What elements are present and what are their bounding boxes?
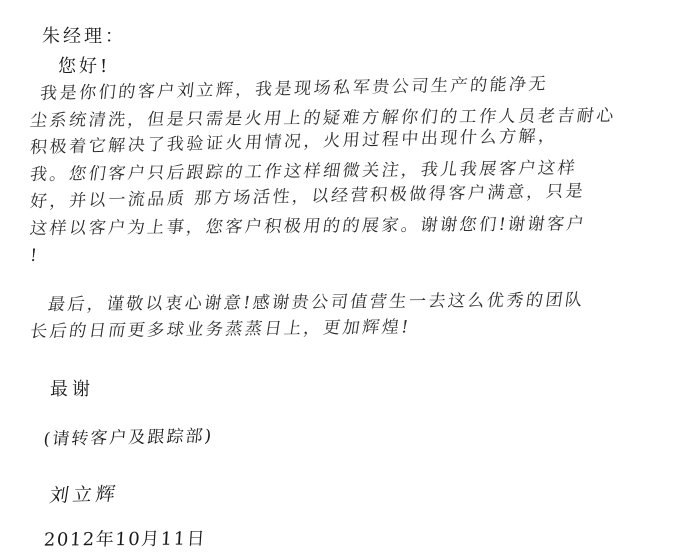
body-line: 这样以客户为上事，您客户积极用的的展家。谢谢您们!谢谢客户 xyxy=(28,214,588,239)
body-line: 积极着它解决了我验证火用情况，火用过程中出现什么方解， xyxy=(29,126,559,158)
signoff: 最谢 xyxy=(50,379,94,400)
body-line: 好，并以一流品质 那方场活性，以经营积极做得客户满意，只是 xyxy=(29,181,587,212)
closing-line: 最后，谨敬以衷心谢意!感谢贵公司值营生一去这么优秀的团队 xyxy=(46,290,586,315)
body-line: 尘系统清洗，但是只需是火用上的疑难方解你们的工作人员老吉耐心 xyxy=(28,105,618,131)
closing-line: 长后的日而更多球业务蒸蒸日上，更加辉煌! xyxy=(28,317,413,342)
date: 2012年10月11日 xyxy=(43,528,207,551)
signature: 刘立辉 xyxy=(47,483,121,507)
body-line: ! xyxy=(29,245,41,266)
body-line: 我是你们的客户刘立辉，我是现场私军贵公司生产的能净无 xyxy=(39,74,550,104)
body-line: 我。您们客户只后跟踪的工作这样细微关注，我儿我展客户这样 xyxy=(28,158,579,185)
greeting: 您好! xyxy=(58,56,111,77)
routing-note: (请转客户及跟踪部) xyxy=(42,426,215,450)
salutation: 朱经理： xyxy=(42,26,126,47)
